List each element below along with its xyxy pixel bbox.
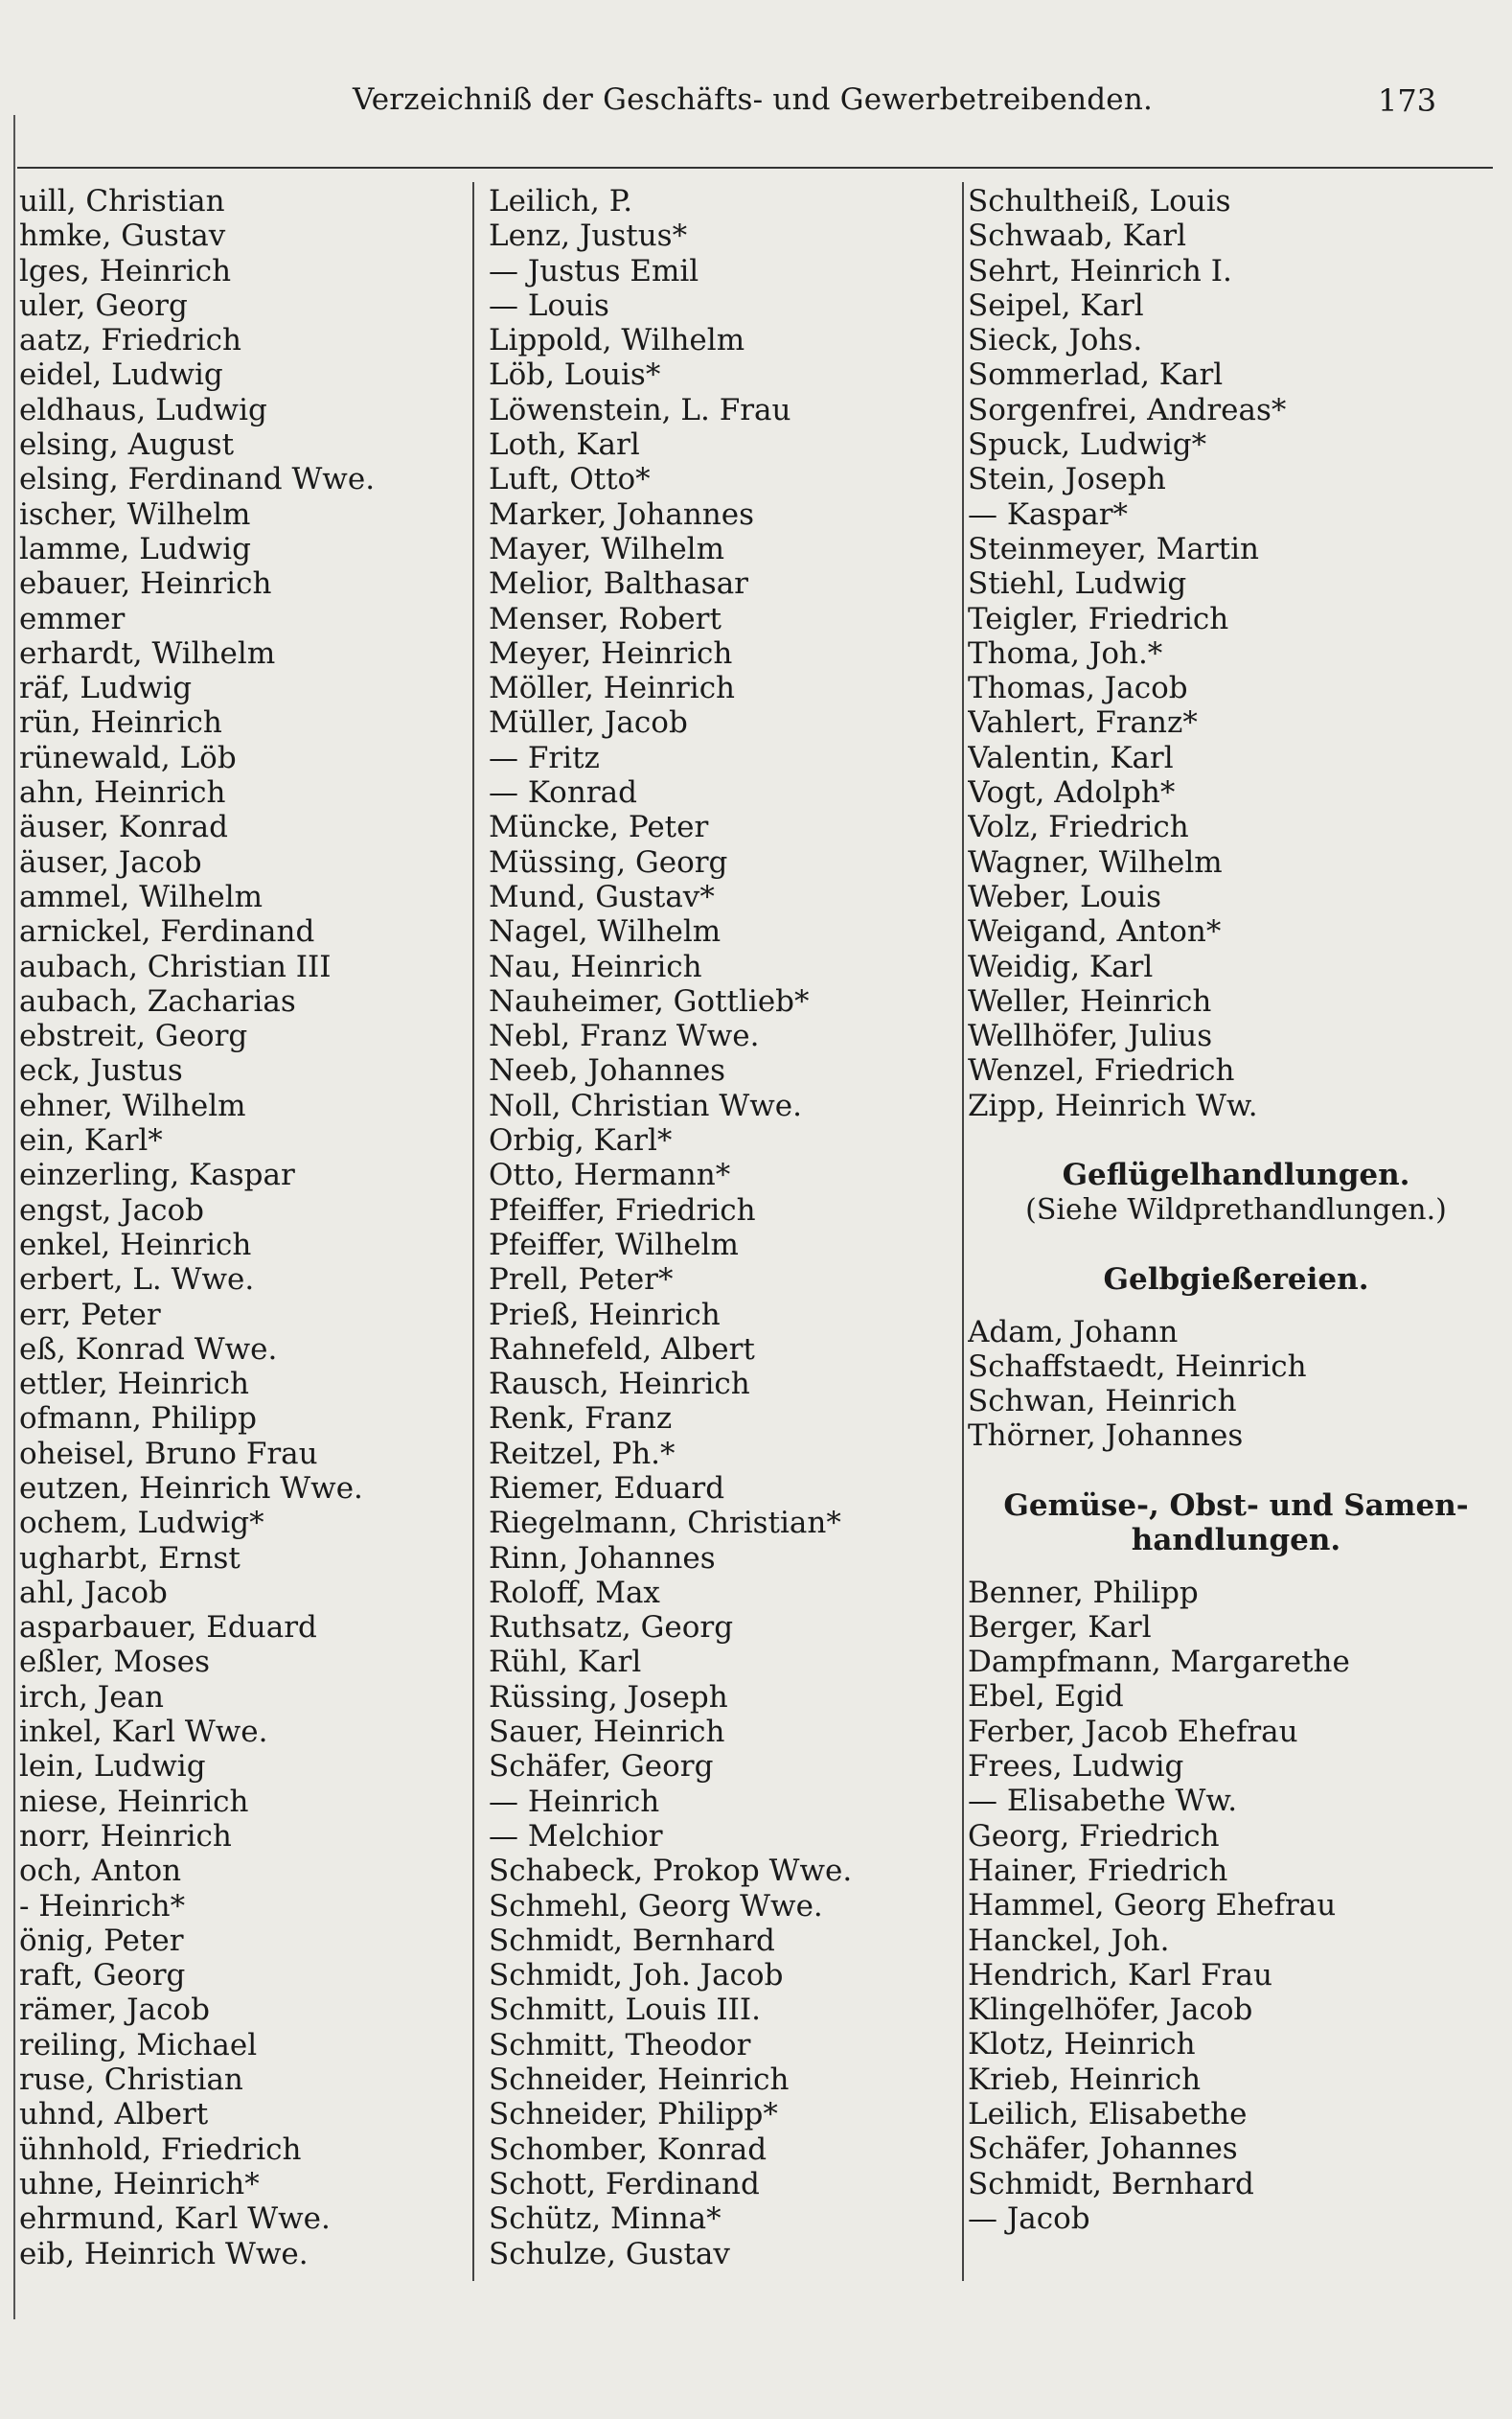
directory-entry: Schneider, Heinrich [489, 2062, 790, 2098]
directory-entry: Dampfmann, Margarethe [968, 1645, 1350, 1680]
section-heading-gemuese-1: Gemüse-, Obst- und Samen- [1003, 1487, 1469, 1523]
directory-entry: Krieb, Heinrich [968, 2062, 1202, 2097]
directory-entry: ühnhold, Friedrich [19, 2131, 302, 2167]
directory-entry: — Konrad [489, 775, 637, 811]
directory-entry: Volz, Friedrich [968, 810, 1189, 845]
directory-entry: Otto, Hermann* [489, 1158, 731, 1193]
directory-entry: Mund, Gustav* [489, 879, 715, 914]
page-number: 173 [1378, 82, 1437, 119]
directory-entry: Pfeiffer, Wilhelm [489, 1227, 739, 1262]
directory-entry: Sauer, Heinrich [489, 1715, 725, 1750]
directory-entry: engst, Jacob [19, 1192, 205, 1228]
directory-entry: Thörner, Johannes [968, 1418, 1244, 1454]
directory-entry: Georg, Friedrich [968, 1818, 1220, 1854]
directory-entry: Sieck, Johs. [968, 323, 1143, 358]
directory-entry: ahl, Jacob [19, 1575, 168, 1610]
section-note-gefluegel: (Siehe Wildprethandlungen.) [1025, 1192, 1447, 1227]
directory-entry: lges, Heinrich [19, 253, 232, 288]
section-heading-gefluegel: Geflügelhandlungen. [1062, 1158, 1410, 1193]
directory-entry: eßler, Moses [19, 1645, 211, 1680]
directory-entry: Valentin, Karl [968, 740, 1174, 775]
directory-entry: Orbig, Karl* [489, 1123, 673, 1159]
directory-entry: Schäfer, Johannes [968, 2131, 1238, 2167]
directory-entry: Wagner, Wilhelm [968, 844, 1223, 880]
directory-entry: Weller, Heinrich [968, 983, 1212, 1019]
directory-entry: aubach, Zacharias [19, 983, 296, 1019]
directory-entry: uhne, Heinrich* [19, 2166, 260, 2201]
directory-entry: ettler, Heinrich [19, 1367, 249, 1402]
directory-entry: arnickel, Ferdinand [19, 914, 315, 950]
directory-entry: Weigand, Anton* [968, 914, 1222, 950]
directory-entry: aatz, Friedrich [19, 323, 241, 358]
directory-entry: ochem, Ludwig* [19, 1506, 264, 1541]
directory-entry: uler, Georg [19, 288, 188, 323]
directory-entry: Reitzel, Ph.* [489, 1436, 676, 1471]
directory-entry: lamme, Ludwig [19, 531, 251, 566]
column-1 [19, 184, 470, 2271]
directory-entry: Sorgenfrei, Andreas* [968, 392, 1287, 427]
directory-entry: Hammel, Georg Ehefrau [968, 1888, 1337, 1924]
directory-entry: norr, Heinrich [19, 1818, 232, 1854]
directory-entry: Adam, Johann [968, 1314, 1179, 1349]
directory-entry: Schmitt, Louis III. [489, 1993, 761, 2028]
directory-entry: Schwaab, Karl [968, 219, 1186, 254]
spacer [968, 1454, 1504, 1488]
directory-entry: reiling, Michael [19, 2027, 258, 2062]
directory-entry: Melior, Balthasar [489, 566, 748, 602]
directory-entry: Rinn, Johannes [489, 1540, 716, 1576]
directory-entry: Schott, Ferdinand [489, 2166, 760, 2201]
directory-entry: Vogt, Adolph* [968, 775, 1176, 811]
directory-entry: Noll, Christian Wwe. [489, 1088, 802, 1123]
directory-entry: äuser, Konrad [19, 810, 228, 845]
directory-entry: Weidig, Karl [968, 949, 1154, 984]
directory-entry: äuser, Jacob [19, 844, 202, 880]
directory-entry: Seipel, Karl [968, 288, 1144, 323]
directory-entry: — Elisabethe Ww. [968, 1784, 1238, 1819]
column-3 [968, 184, 1504, 2236]
directory-entry: err, Peter [19, 1297, 161, 1332]
directory-entry: Hanckel, Joh. [968, 1923, 1170, 1958]
directory-entry: Vahlert, Franz* [968, 705, 1198, 741]
directory-entry: emmer [19, 601, 126, 636]
directory-entry: aubach, Christian III [19, 949, 332, 984]
directory-entry: Schmehl, Georg Wwe. [489, 1888, 823, 1924]
directory-entry: Prell, Peter* [489, 1262, 674, 1298]
directory-entry: eldhaus, Ludwig [19, 392, 267, 427]
directory-entry: Klingelhöfer, Jacob [968, 1993, 1253, 2028]
gemuese-entries [968, 1576, 1504, 2237]
directory-entry: asparbauer, Eduard [19, 1610, 317, 1646]
directory-entry: — Fritz [489, 740, 600, 775]
directory-entry: Hendrich, Karl Frau [968, 1957, 1272, 1993]
spacer [968, 1298, 1504, 1315]
directory-entry: Klotz, Heinrich [968, 2027, 1196, 2062]
directory-entry: — Louis [489, 288, 609, 323]
page-header [0, 77, 1512, 134]
directory-entry: erhardt, Wilhelm [19, 635, 276, 671]
directory-entry: ebstreit, Georg [19, 1019, 248, 1054]
directory-entry: Weber, Louis [968, 879, 1162, 914]
directory-entry: Thomas, Jacob [968, 671, 1188, 706]
directory-entry: Lenz, Justus* [489, 219, 688, 254]
directory-entry: Schabeck, Prokop Wwe. [489, 1854, 853, 1889]
directory-entry: — Heinrich [489, 1784, 660, 1819]
directory-entry: enkel, Heinrich [19, 1227, 252, 1262]
column-divider [472, 182, 474, 2281]
directory-entry: Lippold, Wilhelm [489, 323, 745, 358]
directory-entry: — Jacob [968, 2200, 1090, 2236]
spacer [968, 1558, 1504, 1576]
directory-entry: Schulze, Gustav [489, 2236, 730, 2271]
directory-entry: Prieß, Heinrich [489, 1297, 721, 1332]
directory-entry: Benner, Philipp [968, 1575, 1199, 1610]
directory-entry: — Melchior [489, 1818, 663, 1854]
directory-entry: uill, Christian [19, 184, 225, 219]
directory-entry: elsing, August [19, 427, 235, 463]
directory-entry: eib, Heinrich Wwe. [19, 2236, 309, 2271]
directory-entry: Zipp, Heinrich Ww. [968, 1088, 1258, 1123]
section-heading-gelbgiesser: Gelbgießereien. [1103, 1262, 1369, 1298]
directory-entry: Stiehl, Ludwig [968, 566, 1187, 602]
directory-entry: Schütz, Minna* [489, 2201, 722, 2237]
directory-entry: Schmidt, Bernhard [968, 2166, 1254, 2201]
directory-entry: Löb, Louis* [489, 357, 661, 393]
directory-entry: Riemer, Eduard [489, 1470, 725, 1506]
directory-entry: Berger, Karl [968, 1609, 1152, 1645]
directory-entry: ehner, Wilhelm [19, 1088, 246, 1123]
directory-entry: Rausch, Heinrich [489, 1367, 750, 1402]
section-heading-gemuese-2: handlungen. [1131, 1523, 1341, 1558]
directory-entry: ofmann, Philipp [19, 1401, 257, 1437]
directory-entry: Möller, Heinrich [489, 671, 736, 706]
spacer [968, 1123, 1504, 1158]
directory-entry: rämer, Jacob [19, 1993, 210, 2028]
directory-entry: uhnd, Albert [19, 2097, 209, 2132]
directory-entry: Sehrt, Heinrich I. [968, 253, 1232, 288]
directory-entry: Steinmeyer, Martin [968, 531, 1260, 566]
directory-entry: Marker, Johannes [489, 496, 755, 532]
directory-entry: inkel, Karl Wwe. [19, 1715, 268, 1750]
directory-entry: Schaffstaedt, Heinrich [968, 1348, 1307, 1384]
directory-entry: rünewald, Löb [19, 740, 237, 775]
directory-entry: Müncke, Peter [489, 810, 709, 845]
directory-entry: eidel, Ludwig [19, 357, 223, 393]
column-divider [962, 182, 964, 2281]
directory-entry: ugharbt, Ernst [19, 1540, 241, 1576]
column-2 [489, 184, 958, 2271]
directory-entry: Teigler, Friedrich [968, 601, 1229, 636]
directory-entry: Schneider, Philipp* [489, 2097, 778, 2132]
spacer [968, 1228, 1504, 1262]
directory-entry: Schultheiß, Louis [968, 184, 1231, 219]
directory-entry: och, Anton [19, 1854, 182, 1889]
directory-entry: eutzen, Heinrich Wwe. [19, 1470, 363, 1506]
directory-entry: önig, Peter [19, 1923, 184, 1958]
directory-entry: Rüssing, Joseph [489, 1679, 728, 1715]
directory-entry: Nauheimer, Gottlieb* [489, 983, 810, 1019]
directory-entry: Mayer, Wilhelm [489, 531, 724, 566]
directory-entry: Nebl, Franz Wwe. [489, 1019, 760, 1054]
directory-entry: Frees, Ludwig [968, 1749, 1184, 1785]
directory-entry: erbert, L. Wwe. [19, 1262, 255, 1298]
directory-entry: Meyer, Heinrich [489, 635, 733, 671]
directory-entry: Schomber, Konrad [489, 2131, 767, 2167]
directory-entry: Pfeiffer, Friedrich [489, 1192, 756, 1228]
directory-entry: Sommerlad, Karl [968, 357, 1224, 393]
directory-entry: — Justus Emil [489, 253, 699, 288]
directory-entry: Schmidt, Joh. Jacob [489, 1958, 784, 1993]
directory-entry: Schmitt, Theodor [489, 2027, 751, 2062]
directory-entry: Renk, Franz [489, 1401, 673, 1437]
directory-entry: hmke, Gustav [19, 219, 226, 254]
directory-entry: Schäfer, Georg [489, 1749, 714, 1785]
directory-entry: ruse, Christian [19, 2062, 243, 2098]
directory-entry: Thoma, Joh.* [968, 635, 1163, 671]
directory-entry: Roloff, Max [489, 1575, 660, 1610]
directory-entry: ammel, Wilhelm [19, 879, 263, 914]
directory-entry: raft, Georg [19, 1958, 186, 1993]
directory-entry: niese, Heinrich [19, 1784, 249, 1819]
directory-entry: Müssing, Georg [489, 844, 728, 880]
directory-entry: elsing, Ferdinand Wwe. [19, 462, 376, 497]
directory-entry: - Heinrich* [19, 1888, 186, 1924]
directory-entry: Neeb, Johannes [489, 1053, 726, 1089]
directory-entry: Ruthsatz, Georg [489, 1610, 734, 1646]
directory-entry: oheisel, Bruno Frau [19, 1436, 318, 1471]
directory-entry: Rühl, Karl [489, 1645, 642, 1680]
gelbgiesser-entries [968, 1315, 1504, 1454]
directory-entry: einzerling, Kaspar [19, 1158, 295, 1193]
directory-entry: Riegelmann, Christian* [489, 1506, 841, 1541]
header-rule [17, 167, 1493, 169]
directory-entry: rün, Heinrich [19, 705, 222, 741]
directory-entry: Nau, Heinrich [489, 949, 702, 984]
directory-entry: Schmidt, Bernhard [489, 1923, 775, 1958]
directory-entry: Ebel, Egid [968, 1679, 1124, 1715]
directory-entry: irch, Jean [19, 1679, 164, 1715]
directory-entry: eß, Konrad Wwe. [19, 1331, 278, 1367]
directory-entry: Stein, Joseph [968, 462, 1166, 497]
directory-entry: Loth, Karl [489, 427, 640, 463]
directory-entry: ebauer, Heinrich [19, 566, 272, 602]
directory-entry: Menser, Robert [489, 601, 722, 636]
directory-entry: Luft, Otto* [489, 462, 651, 497]
directory-entry: — Kaspar* [968, 496, 1129, 532]
directory-entry: Spuck, Ludwig* [968, 427, 1207, 463]
directory-entry: Leilich, Elisabethe [968, 2097, 1248, 2132]
directory-entry: Wellhöfer, Julius [968, 1019, 1213, 1054]
directory-entry: Löwenstein, L. Frau [489, 392, 791, 427]
directory-entry: räf, Ludwig [19, 671, 193, 706]
directory-entry: lein, Ludwig [19, 1749, 206, 1785]
directory-entry: ehrmund, Karl Wwe. [19, 2201, 331, 2237]
directory-entry: Hainer, Friedrich [968, 1853, 1228, 1888]
directory-entry: eck, Justus [19, 1053, 183, 1089]
directory-entry: Wenzel, Friedrich [968, 1053, 1235, 1089]
directory-entry: Müller, Jacob [489, 705, 688, 741]
directory-entry: Schwan, Heinrich [968, 1384, 1237, 1419]
directory-entry: ein, Karl* [19, 1123, 163, 1159]
directory-entry: Nagel, Wilhelm [489, 914, 722, 950]
directory-entry: ischer, Wilhelm [19, 496, 251, 532]
column-3-entries [968, 184, 1504, 1123]
binding-edge [13, 115, 15, 2319]
directory-entry: Rahnefeld, Albert [489, 1331, 755, 1367]
directory-entry: ahn, Heinrich [19, 775, 226, 811]
directory-entry: Ferber, Jacob Ehefrau [968, 1714, 1298, 1749]
page-title: Verzeichniß der Geschäfts- und Gewerbetreibenden. [353, 82, 1154, 117]
directory-entry: Leilich, P. [489, 184, 633, 219]
